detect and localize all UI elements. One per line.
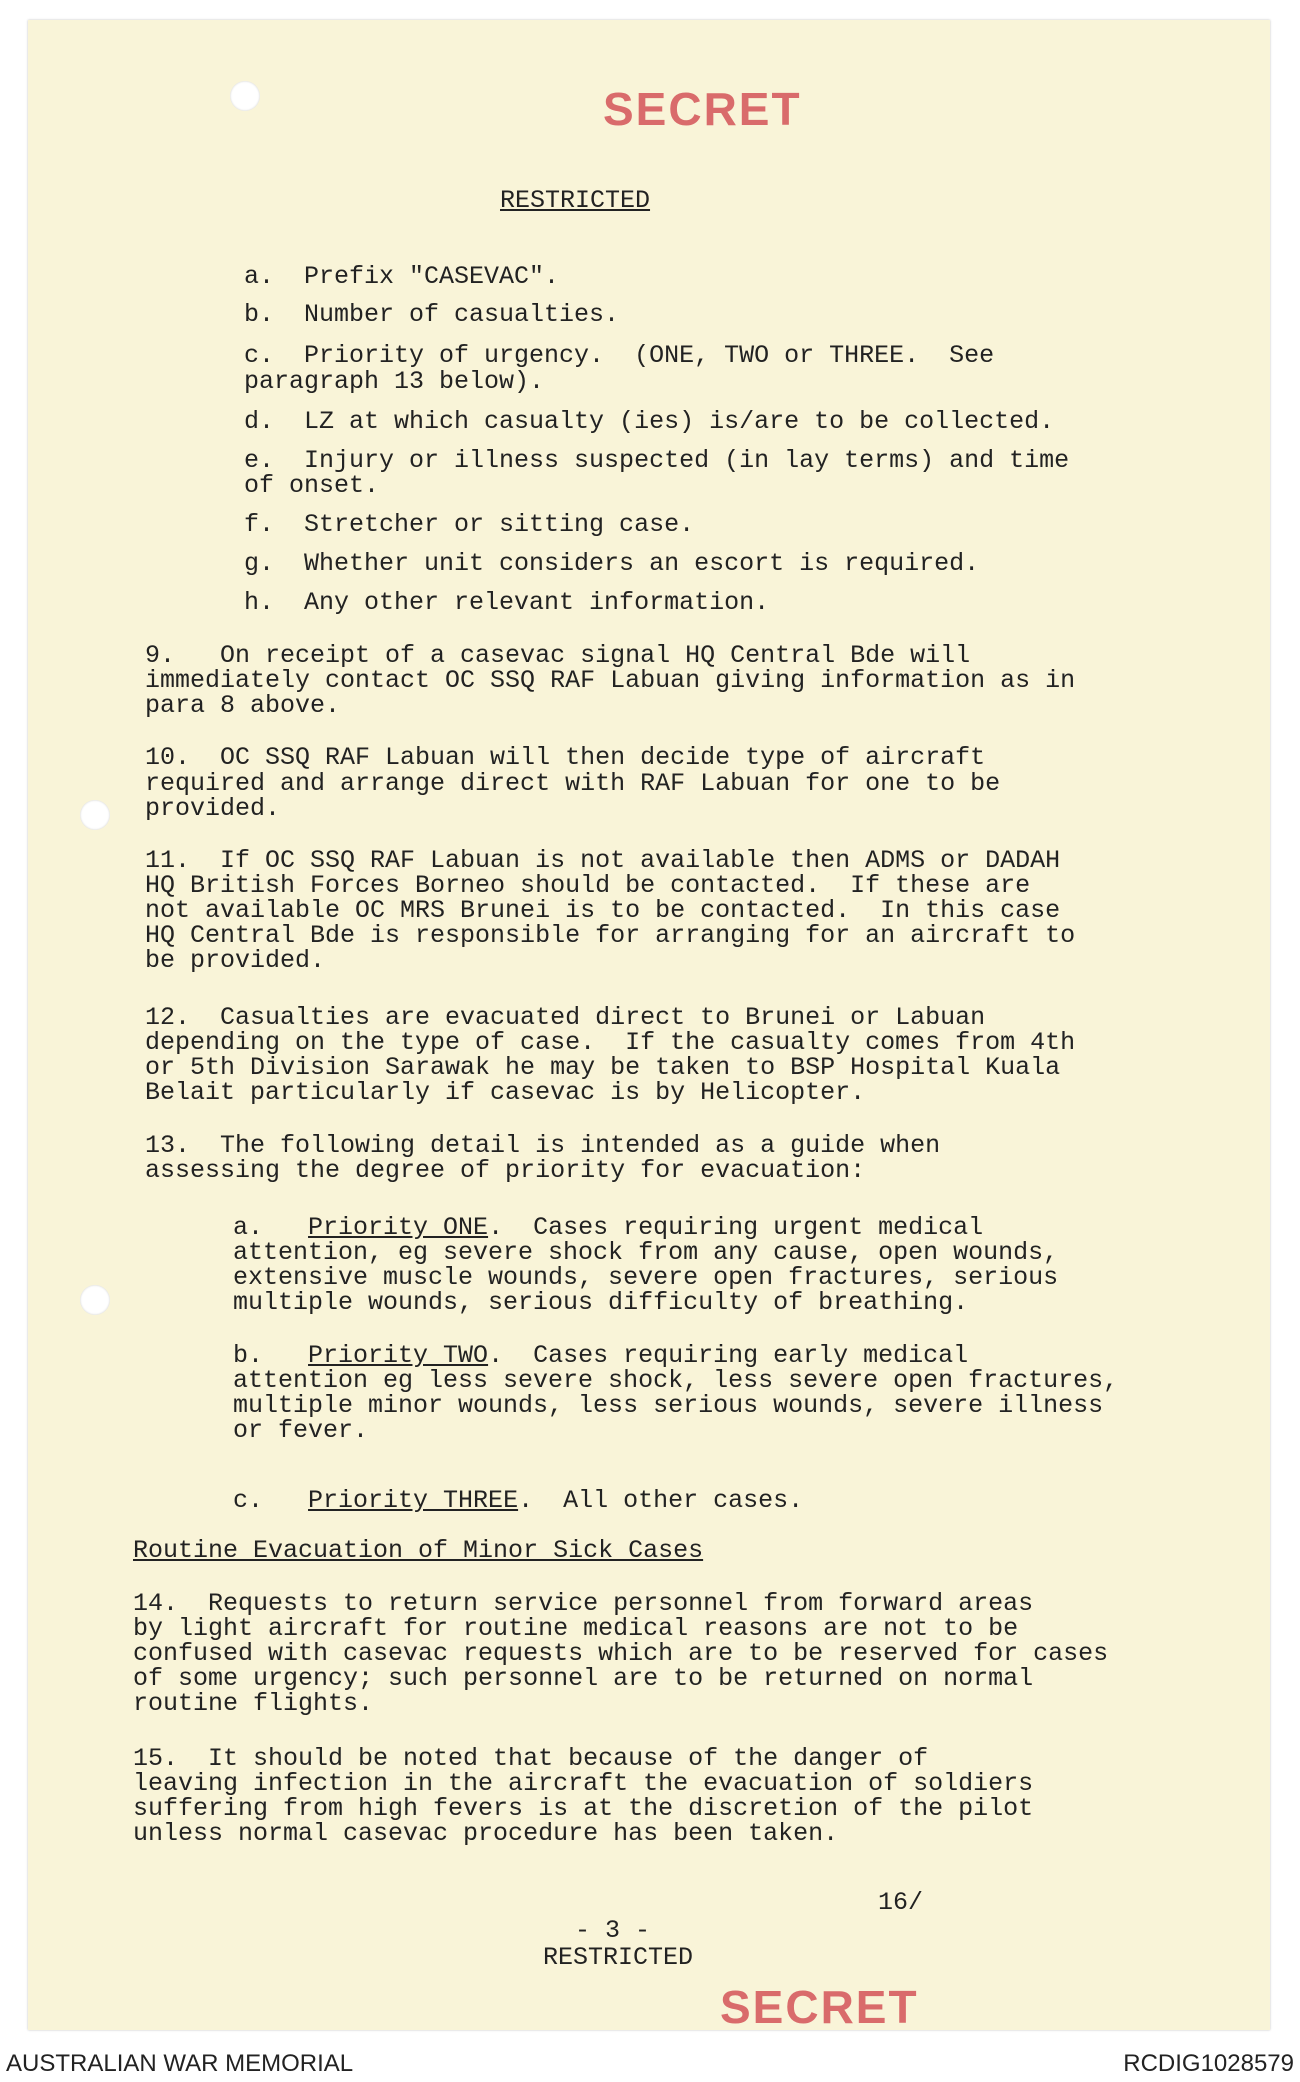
item-g: g. Whether unit considers an escort is required. xyxy=(244,549,980,578)
para-12-line: depending on the type of case. If the casualty comes from 4th xyxy=(145,1028,1076,1057)
para-14-line: confused with casevac requests which are to be reserved for cases xyxy=(133,1639,1109,1668)
para-9-line: para 8 above. xyxy=(145,691,341,720)
item-a: a. Prefix "CASEVAC". xyxy=(244,262,560,291)
document-page xyxy=(28,20,1270,2033)
priority-three-title: Priority THREE xyxy=(308,1486,519,1515)
header-classification: RESTRICTED xyxy=(500,186,651,215)
priority-one-line: extensive muscle wounds, severe open fractures, serious xyxy=(233,1263,1059,1292)
priority-three-line xyxy=(233,1488,803,1514)
punch-hole xyxy=(230,81,260,111)
para-12-line: 12. Casualties are evacuated direct to Brunei or Labuan xyxy=(145,1003,986,1032)
priority-two-line: attention eg less severe shock, less severe open fractures, xyxy=(233,1366,1119,1395)
priority-two-title: Priority TWO xyxy=(308,1341,489,1370)
item-f: f. Stretcher or sitting case. xyxy=(244,510,695,539)
para-14-line: of some urgency; such personnel are to be returned on normal xyxy=(133,1664,1034,1693)
item-h: h. Any other relevant information. xyxy=(244,588,770,617)
para-15-line: 15. It should be noted that because of the danger of xyxy=(133,1744,929,1773)
para-12-line: Belait particularly if casevac is by Helicopter. xyxy=(145,1078,866,1107)
para-11-line: HQ Central Bde is responsible for arranging for an aircraft to xyxy=(145,921,1076,950)
item-e: e. Injury or illness suspected (in lay terms) and time xyxy=(244,446,1070,475)
punch-hole xyxy=(80,800,110,830)
secret-stamp-top: SECRET xyxy=(603,83,802,135)
item-c-cont: paragraph 13 below). xyxy=(244,367,545,396)
para-15-line: leaving infection in the aircraft the evacuation of soldiers xyxy=(133,1769,1034,1798)
priority-two-line: multiple minor wounds, less serious wounds, severe illness xyxy=(233,1391,1104,1420)
para-11-line: not available OC MRS Brunei is to be contacted. In this case xyxy=(145,896,1061,925)
para-9-line: immediately contact OC SSQ RAF Labuan giving information as in xyxy=(145,666,1076,695)
para-11-line: 11. If OC SSQ RAF Labuan is not available then ADMS or DADAH xyxy=(145,846,1061,875)
priority-label: a. xyxy=(233,1213,264,1242)
para-13-line: 13. The following detail is intended as a guide when xyxy=(145,1131,941,1160)
item-c: c. Priority of urgency. (ONE, TWO or THREE. See xyxy=(244,341,995,370)
credit-left: AUSTRALIAN WAR MEMORIAL xyxy=(6,2050,354,2077)
para-11-line: HQ British Forces Borneo should be contacted. If these are xyxy=(145,871,1031,900)
item-b: b. Number of casualties. xyxy=(244,300,620,329)
para-15-line: suffering from high fevers is at the discretion of the pilot xyxy=(133,1794,1034,1823)
priority-one-line: attention, eg severe shock from any cause, open wounds, xyxy=(233,1238,1059,1267)
credit-right: RCDIG1028579 xyxy=(1123,2050,1294,2077)
para-10-line: 10. OC SSQ RAF Labuan will then decide type of aircraft xyxy=(145,743,986,772)
footer-classification: RESTRICTED xyxy=(543,1943,694,1972)
priority-three-text: . All other cases. xyxy=(518,1486,804,1515)
punch-hole xyxy=(80,1285,110,1315)
secret-stamp-bottom: SECRET xyxy=(720,1981,919,2033)
para-10-line: provided. xyxy=(145,794,281,823)
para-9-line: 9. On receipt of a casevac signal HQ Central Bde will xyxy=(145,641,971,670)
para-11-line: be provided. xyxy=(145,946,326,975)
para-14-line: routine flights. xyxy=(133,1689,374,1718)
para-14-line: 14. Requests to return service personnel from forward areas xyxy=(133,1589,1034,1618)
priority-label: c. xyxy=(233,1486,264,1515)
priority-one-text: . Cases requiring urgent medical xyxy=(488,1213,984,1242)
priority-label: b. xyxy=(233,1341,264,1370)
priority-one-line: multiple wounds, serious difficulty of breathing. xyxy=(233,1288,969,1317)
para-12-line: or 5th Division Sarawak he may be taken to BSP Hospital Kuala xyxy=(145,1053,1061,1082)
para-13-line: assessing the degree of priority for evacuation: xyxy=(145,1156,866,1185)
page-number: - 3 - xyxy=(575,1916,651,1945)
priority-two-line: or fever. xyxy=(233,1416,369,1445)
item-e-cont: of onset. xyxy=(244,471,380,500)
para-14-line: by light aircraft for routine medical reasons are not to be xyxy=(133,1614,1019,1643)
next-page-reference: 16/ xyxy=(878,1888,924,1917)
section-heading: Routine Evacuation of Minor Sick Cases xyxy=(133,1536,704,1565)
para-10-line: required and arrange direct with RAF Labuan for one to be xyxy=(145,769,1001,798)
item-d: d. LZ at which casualty (ies) is/are to be collected. xyxy=(244,407,1055,436)
priority-two-text: . Cases requiring early medical xyxy=(488,1341,969,1370)
priority-one-title: Priority ONE xyxy=(308,1213,489,1242)
para-15-line: unless normal casevac procedure has been taken. xyxy=(133,1819,839,1848)
